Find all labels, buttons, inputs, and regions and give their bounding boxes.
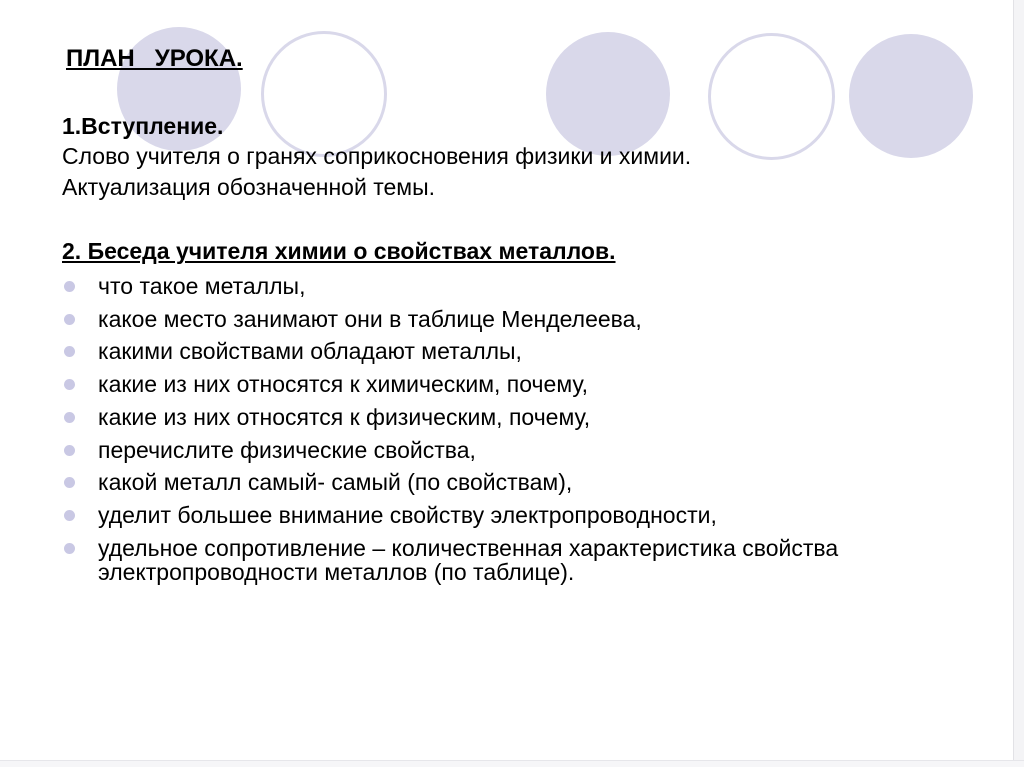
list-item-text: уделит большее внимание свойству электропроводности, [98, 501, 717, 528]
list-item-text: удельное сопротивление – количественная характеристика свойства электропроводности металлов (по таблице). [98, 534, 839, 585]
slide-frame-right-edge [1013, 0, 1024, 767]
list-item-text: какой металл самый- самый (по свойствам), [98, 469, 573, 496]
bullet-dot-icon [64, 314, 75, 325]
bullet-dot-icon [64, 412, 75, 423]
decorative-circle-outlined [708, 33, 835, 160]
section-discussion [62, 236, 898, 584]
list-item [62, 401, 898, 434]
slide-frame-bottom-edge [0, 760, 1024, 767]
list-item-text: какие из них относятся к химическим, почему, [98, 371, 588, 398]
decorative-circle-filled [849, 34, 973, 158]
slide-title: ПЛАН УРОКА. [66, 45, 243, 72]
bullet-dot-icon [64, 445, 75, 456]
bullet-dot-icon [64, 543, 75, 554]
bullet-dot-icon [64, 510, 75, 521]
text-line: Актуализация обозначенной темы. [62, 174, 435, 200]
list-item [62, 368, 898, 401]
list-item [62, 270, 898, 303]
bullet-dot-icon [64, 477, 75, 488]
list-item-text: какими свойствами обладают металлы, [98, 338, 522, 365]
list-item [62, 499, 898, 532]
bullet-list [62, 270, 898, 584]
bullet-dot-icon [64, 346, 75, 357]
list-item-text: что такое металлы, [98, 273, 306, 299]
bullet-dot-icon [64, 379, 75, 390]
list-item-text: какое место занимают они в таблице Менделеева, [98, 305, 642, 332]
list-item [62, 335, 898, 368]
list-item [62, 303, 898, 336]
bullet-dot-icon [64, 281, 75, 292]
list-item [62, 466, 898, 499]
section-introduction [62, 111, 691, 203]
list-item-text: перечислите физические свойства, [98, 436, 476, 463]
list-item [62, 532, 898, 584]
list-item-text: какие из них относятся к физическим, почему, [98, 403, 591, 430]
section-heading: 1.Вступление. [62, 113, 224, 139]
text-line: Слово учителя о гранях соприкосновения физики и химии. [62, 143, 692, 169]
list-item [62, 434, 898, 467]
section-heading: 2. Беседа учителя химии о свойствах металлов. [62, 238, 616, 264]
